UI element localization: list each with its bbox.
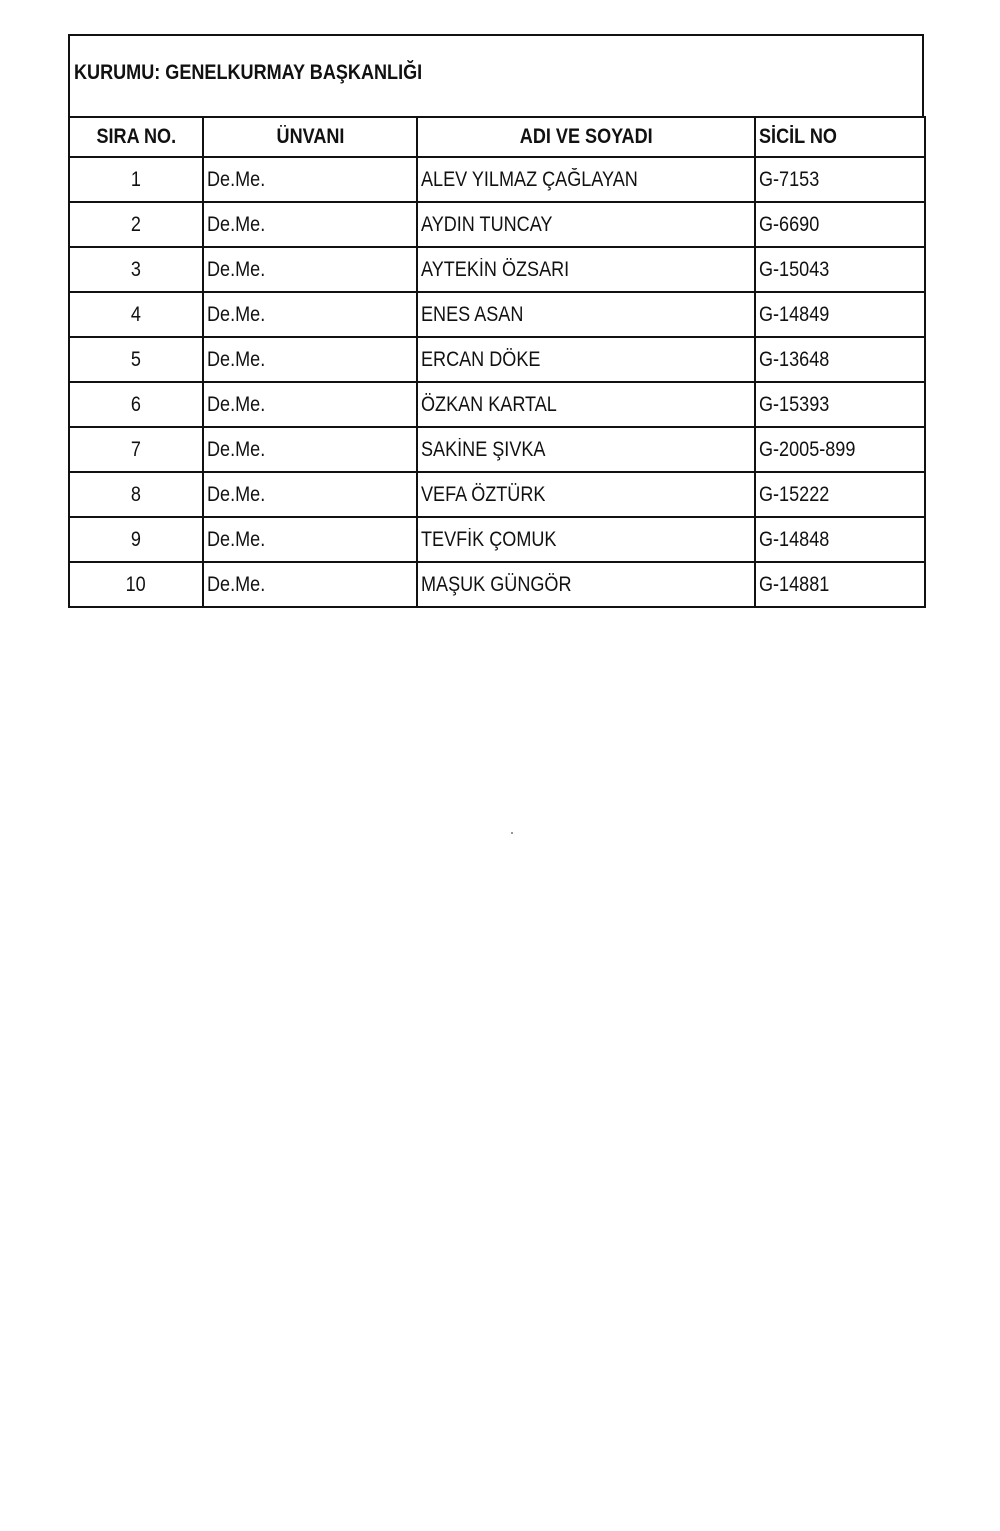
- cell-unvan: De.Me.: [203, 427, 417, 472]
- personnel-list-sheet: [68, 34, 924, 608]
- scan-speck: [511, 832, 513, 834]
- table-row: [69, 202, 925, 247]
- cell-sira-no: 5: [69, 337, 203, 382]
- cell-name: VEFA ÖZTÜRK: [417, 472, 755, 517]
- table-row: [69, 472, 925, 517]
- cell-sira-no: 7: [69, 427, 203, 472]
- cell-sicil-no: G-13648: [755, 337, 925, 382]
- cell-sicil-no: G-14881: [755, 562, 925, 607]
- cell-sicil-no: G-2005-899: [755, 427, 925, 472]
- cell-sira-no: 10: [69, 562, 203, 607]
- cell-sicil-no: G-6690: [755, 202, 925, 247]
- cell-unvan: De.Me.: [203, 157, 417, 202]
- table-row: [69, 157, 925, 202]
- cell-unvan: De.Me.: [203, 247, 417, 292]
- table-row: [69, 562, 925, 607]
- cell-sicil-no: G-15043: [755, 247, 925, 292]
- cell-name: ÖZKAN KARTAL: [417, 382, 755, 427]
- cell-sira-no: 1: [69, 157, 203, 202]
- cell-unvan: De.Me.: [203, 382, 417, 427]
- cell-sira-no: 2: [69, 202, 203, 247]
- cell-sira-no: 4: [69, 292, 203, 337]
- cell-name: ENES ASAN: [417, 292, 755, 337]
- table-header-row: [69, 117, 925, 157]
- cell-unvan: De.Me.: [203, 202, 417, 247]
- cell-sira-no: 9: [69, 517, 203, 562]
- cell-name: TEVFİK ÇOMUK: [417, 517, 755, 562]
- cell-sicil-no: G-14849: [755, 292, 925, 337]
- table-body: [69, 157, 925, 607]
- header-sicil-no: SİCİL NO: [755, 117, 925, 157]
- cell-sira-no: 3: [69, 247, 203, 292]
- cell-name: AYTEKİN ÖZSARI: [417, 247, 755, 292]
- cell-sicil-no: G-15222: [755, 472, 925, 517]
- cell-name: ERCAN DÖKE: [417, 337, 755, 382]
- cell-name: SAKİNE ŞIVKA: [417, 427, 755, 472]
- cell-name: AYDIN TUNCAY: [417, 202, 755, 247]
- cell-unvan: De.Me.: [203, 292, 417, 337]
- cell-unvan: De.Me.: [203, 472, 417, 517]
- cell-sicil-no: G-15393: [755, 382, 925, 427]
- table-row: [69, 382, 925, 427]
- cell-unvan: De.Me.: [203, 562, 417, 607]
- cell-sicil-no: G-7153: [755, 157, 925, 202]
- table-row: [69, 427, 925, 472]
- institution-title: KURUMU: GENELKURMAY BAŞKANLIĞI: [74, 61, 423, 84]
- header-unvani: ÜNVANI: [203, 117, 417, 157]
- cell-sicil-no: G-14848: [755, 517, 925, 562]
- table-row: [69, 337, 925, 382]
- header-sira-no: SIRA NO.: [69, 117, 203, 157]
- personnel-table: [68, 116, 926, 608]
- table-row: [69, 292, 925, 337]
- cell-sira-no: 6: [69, 382, 203, 427]
- table-row: [69, 517, 925, 562]
- cell-name: MAŞUK GÜNGÖR: [417, 562, 755, 607]
- cell-name: ALEV YILMAZ ÇAĞLAYAN: [417, 157, 755, 202]
- institution-header: [68, 34, 924, 116]
- cell-unvan: De.Me.: [203, 517, 417, 562]
- header-adi-soyadi: ADI VE SOYADI: [417, 117, 755, 157]
- cell-unvan: De.Me.: [203, 337, 417, 382]
- table-row: [69, 247, 925, 292]
- cell-sira-no: 8: [69, 472, 203, 517]
